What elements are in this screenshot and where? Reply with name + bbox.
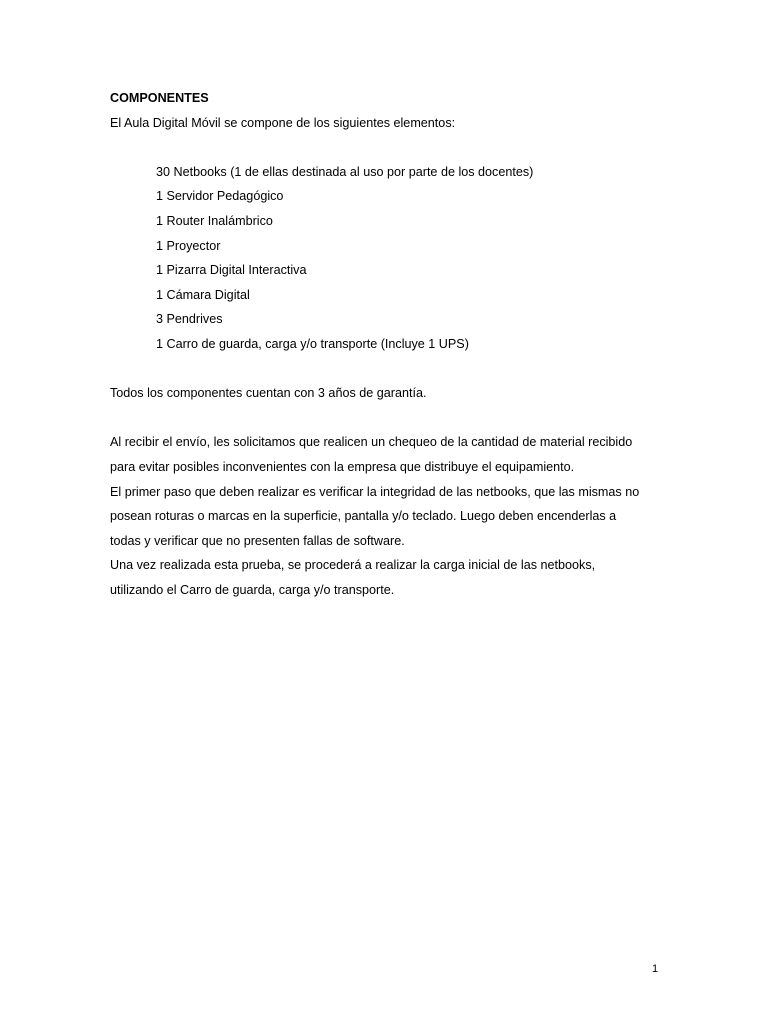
list-item: 1 Proyector	[156, 238, 221, 253]
warranty-text: Todos los componentes cuentan con 3 años de garantía.	[110, 386, 427, 401]
paragraph-line: para evitar posibles inconvenientes con la empresa que distribuye el equipamiento.	[110, 459, 575, 474]
list-item: 1 Carro de guarda, carga y/o transporte (Incluye 1 UPS)	[156, 336, 469, 351]
spacer	[110, 135, 670, 160]
instructions-paragraph	[110, 430, 670, 602]
intro-text: El Aula Digital Móvil se compone de los siguientes elementos:	[110, 115, 456, 130]
section-heading: COMPONENTES	[110, 91, 209, 105]
spacer	[110, 357, 670, 382]
paragraph-line: utilizando el Carro de guarda, carga y/o transporte.	[110, 582, 395, 597]
components-list	[110, 160, 670, 357]
paragraph-line: posean roturas o marcas en la superficie, pantalla y/o teclado. Luego deben encenderlas a	[110, 509, 617, 524]
list-item: 1 Servidor Pedagógico	[156, 189, 284, 204]
list-item: 3 Pendrives	[156, 312, 223, 327]
spacer	[110, 406, 670, 431]
list-item: 30 Netbooks (1 de ellas destinada al uso por parte de los docentes)	[156, 164, 534, 179]
page-number: 1	[652, 963, 659, 975]
list-item: 1 Cámara Digital	[156, 287, 250, 302]
paragraph-line: Una vez realizada esta prueba, se procederá a realizar la carga inicial de las netbooks,	[110, 558, 596, 573]
list-item: 1 Pizarra Digital Interactiva	[156, 263, 307, 278]
list-item: 1 Router Inalámbrico	[156, 213, 273, 228]
paragraph-line: todas y verificar que no presenten fallas de software.	[110, 533, 405, 548]
document-body	[110, 86, 670, 602]
paragraph-line: Al recibir el envío, les solicitamos que realicen un chequeo de la cantidad de material recibido	[110, 435, 633, 450]
paragraph-line: El primer paso que deben realizar es verificar la integridad de las netbooks, que las mismas no	[110, 484, 640, 499]
